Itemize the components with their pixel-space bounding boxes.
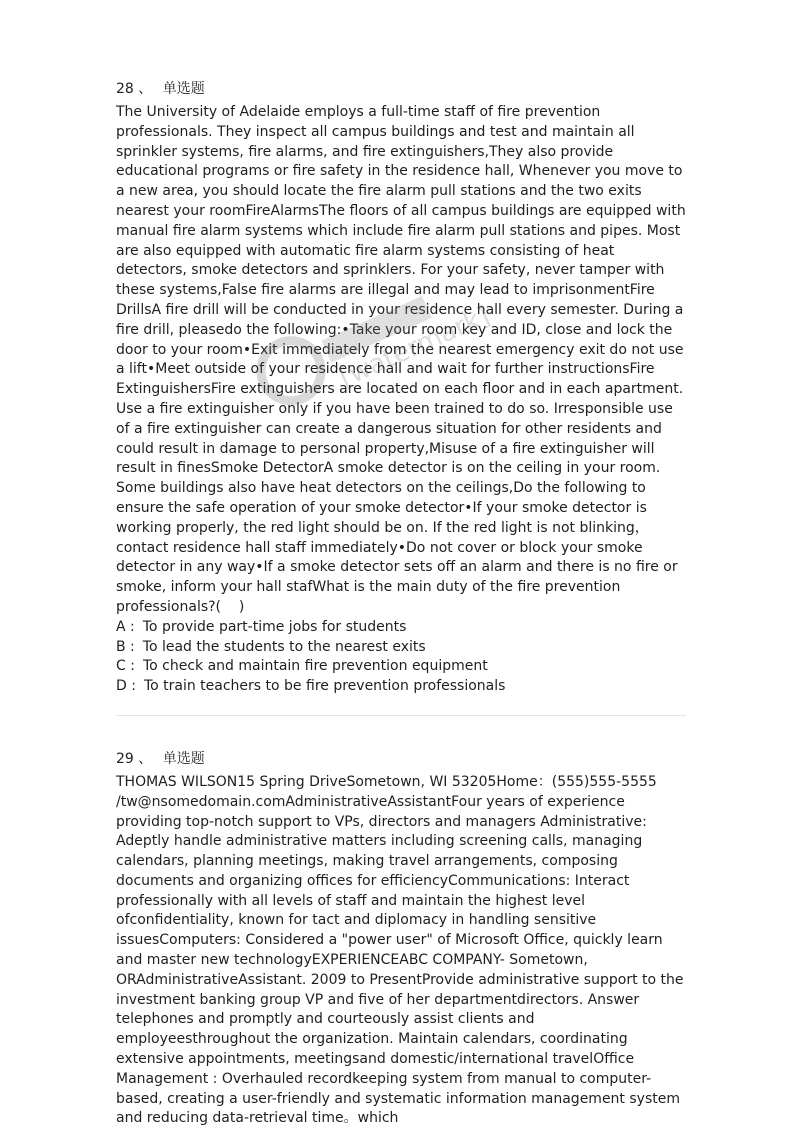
- question-type: 单选题: [162, 750, 205, 767]
- option-d[interactable]: [116, 677, 688, 697]
- question-29: [116, 750, 688, 1129]
- watermark-text: [watermark]: [335, 300, 495, 394]
- option-text: To check and maintain fire prevention equipment: [142, 658, 488, 675]
- option-text: To provide part-time jobs for students: [142, 618, 407, 635]
- answer-options: [116, 618, 688, 697]
- question-number: 28: [116, 81, 134, 97]
- document-page: [116, 80, 688, 1129]
- option-text: To lead the students to the nearest exits: [142, 638, 426, 655]
- question-number: 29: [116, 750, 134, 767]
- option-letter: D :: [116, 678, 136, 695]
- question-header: [116, 750, 688, 770]
- option-a[interactable]: [116, 618, 688, 638]
- option-letter: A :: [116, 618, 135, 635]
- option-letter: B :: [116, 638, 135, 655]
- question-body: THOMAS WILSON15 Spring DriveSometown, WI 53205Home：(555)555-5555 /tw@nsomedomain.comAdministrativeAssistantFour years of experience providing top-notch support to VPs, directors and managers Administrative: Adeptly handle administrative matters including screening calls, managing calendars, planning meetings, making travel arrangements, composing documents and organizing offices for efficiencyCommunications: Interact professionally with all levels of staff and maintain the highest level ofconfidentiality, known for tact and diplomacy in handling sensitive issuesComputers: Considered a "power user" of Microsoft Office, quickly learn and master new technologyEXPERIENCEABC COMPANY- Sometown, ORAdministrativeAssistant. 2009 to PresentProvide administrative support to the investment banking group VP and five of her departmentdirectors. Answer telephones and promptly and courteously assist clients and employeesthroughout the organization. Maintain calendars, coordinating extensive appointments, meetingsand domestic/international travelOffice Management : Overhauled recordkeeping system from manual to computer-based, creating a user-friendly and systematic information management system and reducing data-retrieval time。which: [116, 773, 684, 1127]
- option-b[interactable]: [116, 638, 688, 658]
- question-type: 单选题: [162, 81, 205, 97]
- option-letter: C :: [116, 658, 135, 675]
- question-header: [116, 80, 688, 100]
- question-28: [116, 80, 688, 697]
- option-c[interactable]: [116, 657, 688, 677]
- option-text: To train teachers to be fire prevention professionals: [143, 678, 506, 695]
- question-separator: 、: [138, 750, 153, 767]
- question-divider: [116, 715, 686, 716]
- question-separator: 、: [138, 81, 153, 97]
- question-body: The University of Adelaide employs a full-time staff of fire prevention professionals. They inspect all campus buildings and test and maintain all sprinkler systems, fire alarms, and fire extinguishers,They also provide educational programs or fire safety in the residence hall, Whenever you move to a new area, you should locate the fire alarm pull stations and the two exits nearest your roomFireAlarmsThe floors of all campus buildings are equipped with manual fire alarm systems which include fire alarm pull stations and pipes. Most are also equipped with automatic fire alarm systems consisting of heat detectors, smoke detectors and sprinklers. For your safety, never tamper with these systems,False fire alarms are illegal and may lead to imprisonmentFire DrillsA fire drill will be conducted in your residence hall every semester. During a fire drill, pleasedo the following:•Take your room key and ID, close and lock the door to your room•Exit immediately from the nearest emergency exit do not use a lift•Meet outside of your residence hall and wait for further instructionsFire ExtinguishersFire extinguishers are located on each floor and in each apartment. Use a fire extinguisher only if you have been trained to do so. Irresponsible use of a fire extinguisher can create a dangerous situation for other residents and could result in damage to personal property,Misuse of a fire extinguisher will result in finesSmoke DetectorA smoke detector is on the ceiling in your room. Some buildings also have heat detectors on the ceilings,Do the following to ensure the safe operation of your smoke detector•If your smoke detector is working properly, the red light should be on. If the red light is not blinking，contact residence hall staff immediately•Do not cover or block your smoke detector in any way•If a smoke detector sets off an alarm and there is no fire or smoke, inform your hall stafWhat is the main duty of the fire prevention professionals?( ): [116, 104, 686, 615]
